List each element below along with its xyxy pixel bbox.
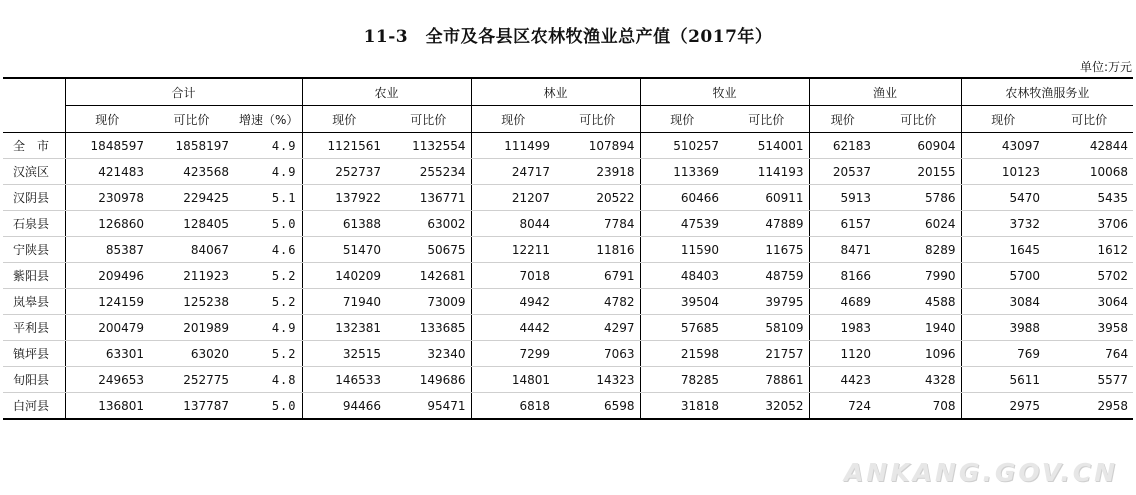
sub-header-comparable: 可比价	[386, 106, 471, 133]
value-cell: 4423	[809, 367, 876, 393]
table-row	[3, 367, 1133, 393]
group-header-forestry: 林业	[471, 78, 640, 106]
sub-header-current: 现价	[830, 112, 855, 127]
value-cell: 514001	[724, 133, 809, 159]
value-cell: 11675	[724, 237, 809, 263]
table-row	[3, 315, 1133, 341]
value-cell: 5611	[961, 367, 1045, 393]
value-cell: 7299	[471, 341, 555, 367]
sub-header-growth: 增速（%）	[234, 106, 302, 133]
value-cell: 4.9	[234, 133, 302, 159]
region-name: 宁陕县	[3, 237, 65, 263]
value-cell: 5913	[809, 185, 876, 211]
value-cell: 769	[961, 341, 1045, 367]
value-cell: 4689	[809, 289, 876, 315]
table-title: 11-3 全市及各县区农林牧渔业总产值（2017年）	[363, 27, 773, 47]
value-cell: 4.8	[234, 367, 302, 393]
value-cell: 39795	[724, 289, 809, 315]
table-row	[3, 393, 1133, 420]
value-cell: 4442	[471, 315, 555, 341]
value-cell: 5470	[961, 185, 1045, 211]
value-cell: 20155	[876, 159, 961, 185]
value-cell: 4942	[471, 289, 555, 315]
value-cell: 1848597	[65, 133, 149, 159]
value-cell: 42844	[1045, 133, 1133, 159]
value-cell: 423568	[149, 159, 234, 185]
value-cell: 4328	[876, 367, 961, 393]
sub-header-current: 现价	[501, 112, 526, 127]
value-cell: 209496	[65, 263, 149, 289]
value-cell: 12211	[471, 237, 555, 263]
value-cell: 32515	[302, 341, 386, 367]
value-cell: 2958	[1045, 393, 1133, 420]
value-cell: 94466	[302, 393, 386, 420]
sub-header-comparable: 可比价	[173, 112, 210, 127]
value-cell: 6157	[809, 211, 876, 237]
value-cell: 2975	[961, 393, 1045, 420]
value-cell: 61388	[302, 211, 386, 237]
value-cell: 4.6	[234, 237, 302, 263]
value-cell: 5.0	[234, 393, 302, 420]
table-row	[3, 237, 1133, 263]
value-cell: 48403	[640, 263, 724, 289]
value-cell: 95471	[386, 393, 471, 420]
site-watermark: ANKANG.GOV.CN	[843, 458, 1118, 487]
value-cell: 3084	[961, 289, 1045, 315]
value-cell: 132381	[302, 315, 386, 341]
value-cell: 510257	[640, 133, 724, 159]
value-cell: 421483	[65, 159, 149, 185]
region-name: 岚皋县	[3, 289, 65, 315]
value-cell: 1132554	[386, 133, 471, 159]
sub-header-current: 现价	[95, 112, 120, 127]
corner-cell	[3, 78, 65, 133]
value-cell: 60466	[640, 185, 724, 211]
value-cell: 114193	[724, 159, 809, 185]
value-cell: 23918	[555, 159, 640, 185]
region-name: 全 市	[3, 133, 65, 159]
value-cell: 39504	[640, 289, 724, 315]
value-cell: 7784	[555, 211, 640, 237]
value-cell: 136771	[386, 185, 471, 211]
sub-header-comparable: 可比价	[876, 106, 961, 133]
value-cell: 136801	[65, 393, 149, 420]
value-cell: 137922	[302, 185, 386, 211]
value-cell: 211923	[149, 263, 234, 289]
value-cell: 84067	[149, 237, 234, 263]
header-row-groups	[3, 78, 1133, 106]
value-cell: 47539	[640, 211, 724, 237]
value-cell: 1096	[876, 341, 961, 367]
value-cell: 125238	[149, 289, 234, 315]
value-cell: 6024	[876, 211, 961, 237]
value-cell: 133685	[386, 315, 471, 341]
value-cell: 3958	[1045, 315, 1133, 341]
value-cell: 1983	[809, 315, 876, 341]
value-cell: 1645	[961, 237, 1045, 263]
value-cell: 5786	[876, 185, 961, 211]
sub-header-comparable: 可比价	[555, 106, 640, 133]
value-cell: 200479	[65, 315, 149, 341]
sub-header-current: 现价	[332, 112, 357, 127]
value-cell: 50675	[386, 237, 471, 263]
value-cell: 107894	[555, 133, 640, 159]
region-name: 镇坪县	[3, 341, 65, 367]
value-cell: 11816	[555, 237, 640, 263]
value-cell: 60904	[876, 133, 961, 159]
value-cell: 48759	[724, 263, 809, 289]
value-cell: 32340	[386, 341, 471, 367]
group-header-agriculture: 农业	[302, 78, 471, 106]
table-row	[3, 289, 1133, 315]
value-cell: 14801	[471, 367, 555, 393]
region-name: 白河县	[3, 393, 65, 420]
group-header-fishery: 渔业	[809, 78, 961, 106]
value-cell: 8289	[876, 237, 961, 263]
value-cell: 60911	[724, 185, 809, 211]
value-cell: 764	[1045, 341, 1133, 367]
value-cell: 32052	[724, 393, 809, 420]
value-cell: 1940	[876, 315, 961, 341]
value-cell: 124159	[65, 289, 149, 315]
region-name: 石泉县	[3, 211, 65, 237]
table-row	[3, 133, 1133, 159]
value-cell: 58109	[724, 315, 809, 341]
value-cell: 724	[809, 393, 876, 420]
value-cell: 5.2	[234, 289, 302, 315]
value-cell: 5.2	[234, 341, 302, 367]
sub-header-current: 现价	[670, 112, 695, 127]
value-cell: 71940	[302, 289, 386, 315]
value-cell: 85387	[65, 237, 149, 263]
region-name: 旬阳县	[3, 367, 65, 393]
value-cell: 1120	[809, 341, 876, 367]
value-cell: 8166	[809, 263, 876, 289]
region-name: 紫阳县	[3, 263, 65, 289]
value-cell: 11590	[640, 237, 724, 263]
unit-label: 单位:万元	[1079, 60, 1132, 74]
sub-header-comparable: 可比价	[724, 106, 809, 133]
value-cell: 4782	[555, 289, 640, 315]
value-cell: 3732	[961, 211, 1045, 237]
value-cell: 43097	[961, 133, 1045, 159]
table-row	[3, 211, 1133, 237]
table-row	[3, 159, 1133, 185]
region-name: 汉阴县	[3, 185, 65, 211]
header-row-sub	[3, 106, 1133, 133]
value-cell: 6818	[471, 393, 555, 420]
region-name: 平利县	[3, 315, 65, 341]
value-cell: 7063	[555, 341, 640, 367]
value-cell: 5435	[1045, 185, 1133, 211]
value-cell: 708	[876, 393, 961, 420]
value-cell: 142681	[386, 263, 471, 289]
value-cell: 21598	[640, 341, 724, 367]
value-cell: 5.1	[234, 185, 302, 211]
value-cell: 137787	[149, 393, 234, 420]
value-cell: 62183	[809, 133, 876, 159]
value-cell: 31818	[640, 393, 724, 420]
region-name: 汉滨区	[3, 159, 65, 185]
value-cell: 146533	[302, 367, 386, 393]
value-cell: 10123	[961, 159, 1045, 185]
value-cell: 78861	[724, 367, 809, 393]
group-header-total: 合计	[65, 78, 302, 106]
value-cell: 4.9	[234, 315, 302, 341]
value-cell: 47889	[724, 211, 809, 237]
value-cell: 252775	[149, 367, 234, 393]
value-cell: 63020	[149, 341, 234, 367]
value-cell: 5.2	[234, 263, 302, 289]
value-cell: 229425	[149, 185, 234, 211]
sub-header-current: 现价	[991, 112, 1016, 127]
value-cell: 5700	[961, 263, 1045, 289]
value-cell: 6598	[555, 393, 640, 420]
value-cell: 7018	[471, 263, 555, 289]
value-cell: 252737	[302, 159, 386, 185]
value-cell: 20522	[555, 185, 640, 211]
value-cell: 255234	[386, 159, 471, 185]
value-cell: 6791	[555, 263, 640, 289]
value-cell: 201989	[149, 315, 234, 341]
value-cell: 5702	[1045, 263, 1133, 289]
table-row	[3, 263, 1133, 289]
group-header-animal-husbandry: 牧业	[640, 78, 809, 106]
value-cell: 4588	[876, 289, 961, 315]
value-cell: 5577	[1045, 367, 1133, 393]
value-cell: 7990	[876, 263, 961, 289]
value-cell: 24717	[471, 159, 555, 185]
value-cell: 20537	[809, 159, 876, 185]
value-cell: 8471	[809, 237, 876, 263]
value-cell: 149686	[386, 367, 471, 393]
value-cell: 1858197	[149, 133, 234, 159]
value-cell: 230978	[65, 185, 149, 211]
output-value-table	[3, 77, 1133, 420]
value-cell: 78285	[640, 367, 724, 393]
value-cell: 113369	[640, 159, 724, 185]
value-cell: 4.9	[234, 159, 302, 185]
table-row	[3, 341, 1133, 367]
value-cell: 51470	[302, 237, 386, 263]
value-cell: 14323	[555, 367, 640, 393]
value-cell: 4297	[555, 315, 640, 341]
value-cell: 57685	[640, 315, 724, 341]
group-header-services: 农林牧渔服务业	[961, 78, 1133, 106]
value-cell: 5.0	[234, 211, 302, 237]
value-cell: 126860	[65, 211, 149, 237]
value-cell: 1612	[1045, 237, 1133, 263]
value-cell: 111499	[471, 133, 555, 159]
value-cell: 3706	[1045, 211, 1133, 237]
value-cell: 73009	[386, 289, 471, 315]
value-cell: 10068	[1045, 159, 1133, 185]
value-cell: 8044	[471, 211, 555, 237]
value-cell: 3988	[961, 315, 1045, 341]
value-cell: 63301	[65, 341, 149, 367]
sub-header-comparable: 可比价	[1071, 112, 1108, 127]
value-cell: 128405	[149, 211, 234, 237]
value-cell: 63002	[386, 211, 471, 237]
value-cell: 1121561	[302, 133, 386, 159]
value-cell: 21757	[724, 341, 809, 367]
table-row	[3, 185, 1133, 211]
value-cell: 21207	[471, 185, 555, 211]
value-cell: 140209	[302, 263, 386, 289]
value-cell: 3064	[1045, 289, 1133, 315]
value-cell: 249653	[65, 367, 149, 393]
table-body	[3, 133, 1133, 420]
